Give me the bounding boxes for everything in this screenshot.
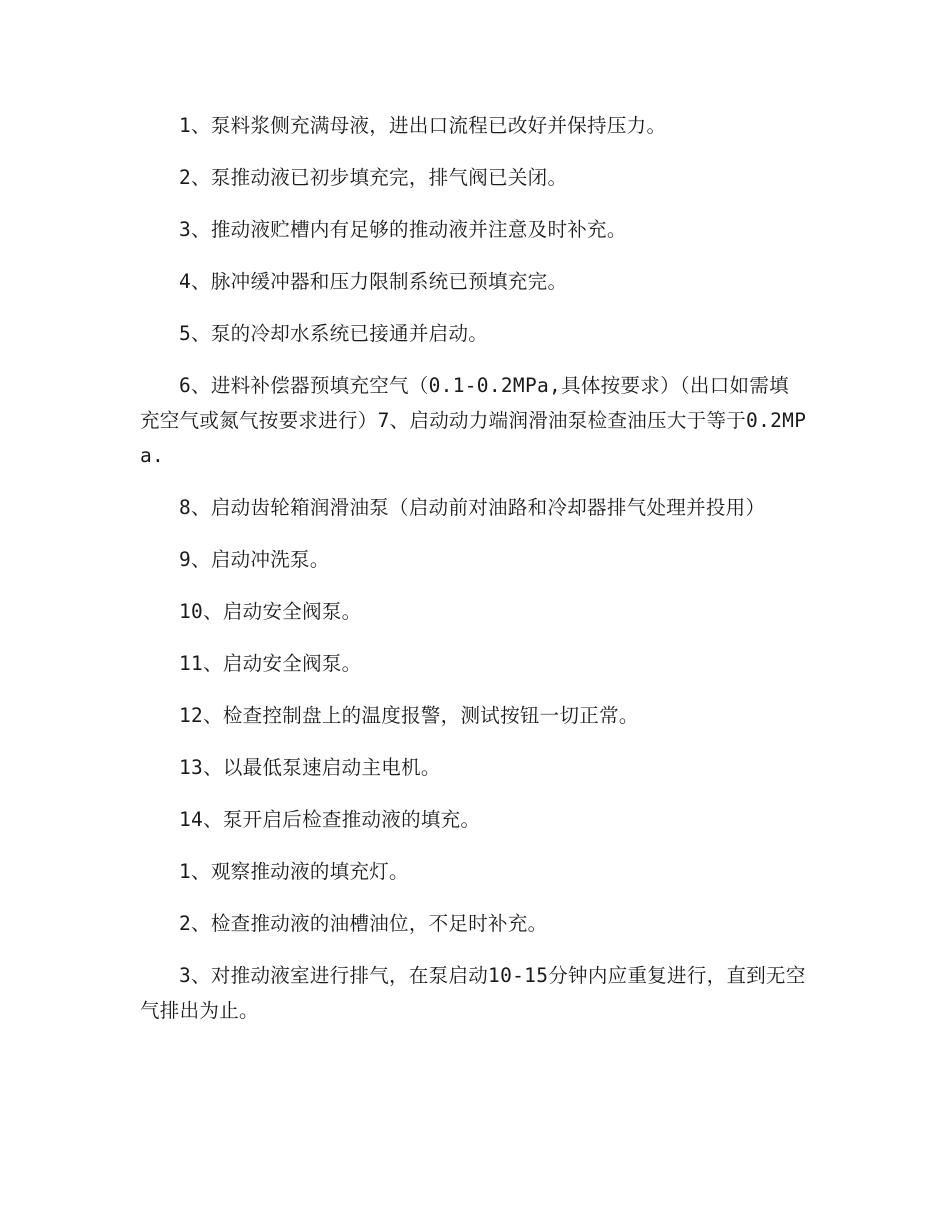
paragraph-4: 4、脉冲缓冲器和压力限制系统已预填充完。 — [179, 270, 568, 293]
paragraph-16: 3、对推动液室进行排气，在泵启动10-15分钟内应重复进行，直到无空气排出为止。 — [140, 964, 806, 1022]
paragraph-7: 8、启动齿轮箱润滑油泵（启动前对油路和冷却器排气处理并投用） — [179, 496, 766, 519]
paragraph-6: 6、进料补偿器预填充空气（0.1-0.2MPa,具体按要求）（出口如需填充空气或氮气按要求进行）7、启动动力端润滑油泵检查油压大于等于0.2MPa. — [140, 374, 807, 467]
paragraph-1: 1、泵料浆侧充满母液，进出口流程已改好并保持压力。 — [179, 114, 667, 137]
document-body — [140, 108, 808, 1045]
paragraph-12: 13、以最低泵速启动主电机。 — [179, 756, 441, 779]
paragraph-2: 2、泵推动液已初步填充完，排气阀已关闭。 — [179, 166, 568, 189]
paragraph-10: 11、启动安全阀泵。 — [179, 652, 362, 675]
paragraph-5: 5、泵的冷却水系统已接通并启动。 — [179, 322, 489, 345]
paragraph-15: 2、检查推动液的油槽油位，不足时补充。 — [179, 912, 548, 935]
paragraph-14: 1、观察推动液的填充灯。 — [179, 860, 409, 883]
paragraph-8: 9、启动冲洗泵。 — [179, 548, 330, 571]
paragraph-9: 10、启动安全阀泵。 — [179, 600, 362, 623]
paragraph-11: 12、检查控制盘上的温度报警，测试按钮一切正常。 — [179, 704, 639, 727]
paragraph-13: 14、泵开启后检查推动液的填充。 — [179, 808, 481, 831]
paragraph-3: 3、推动液贮槽内有足够的推动液并注意及时补充。 — [179, 218, 627, 241]
